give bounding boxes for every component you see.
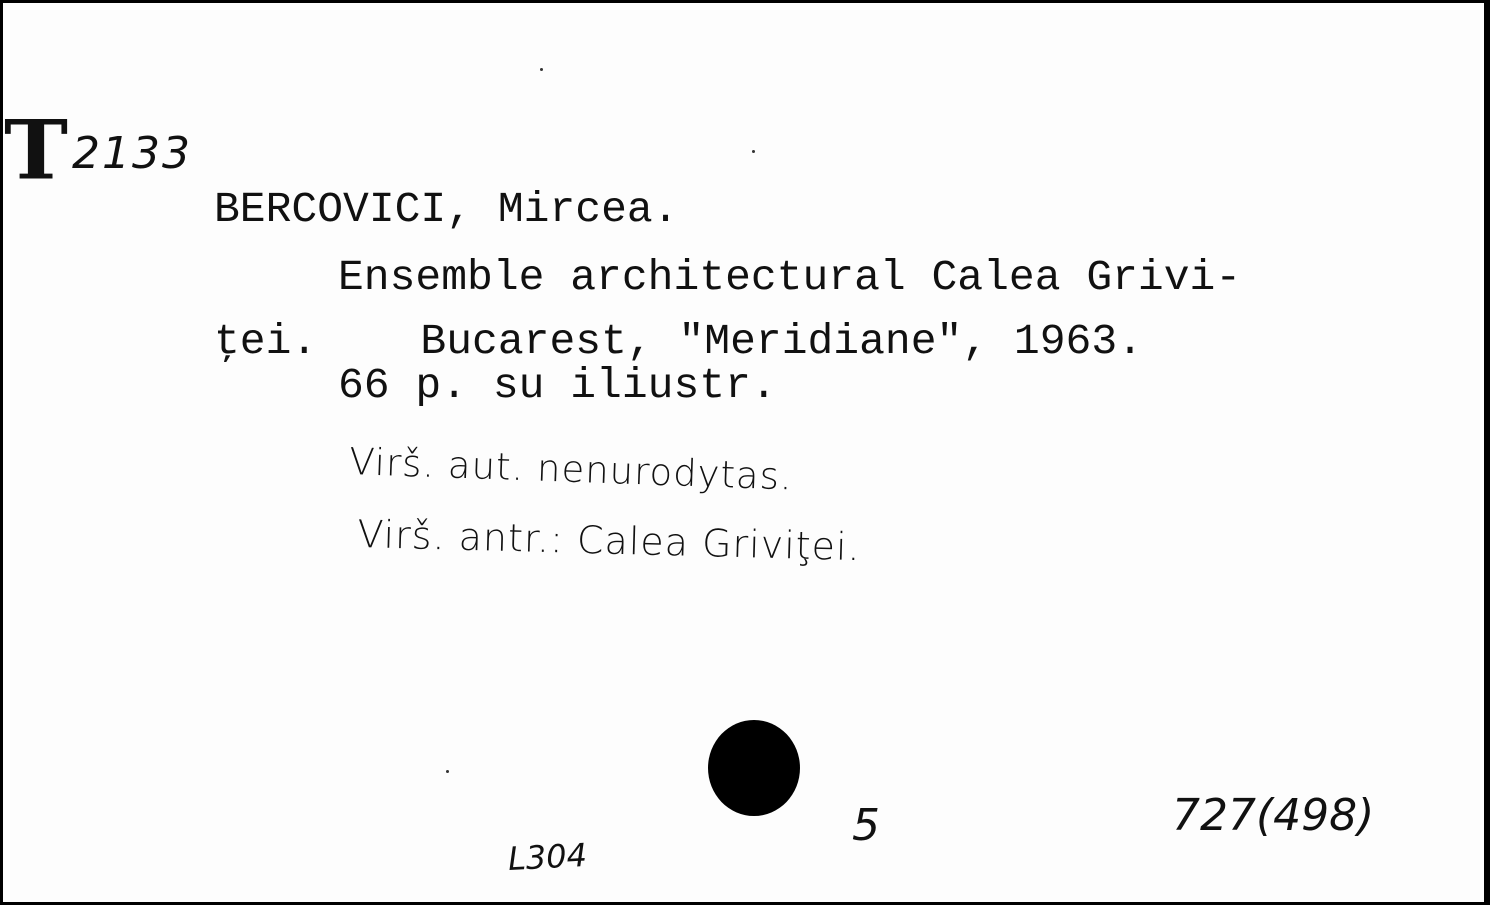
handwritten-note-author: Virš. aut. nenurodytas.: [348, 440, 794, 499]
footer-classification: 727(498): [1172, 790, 1375, 841]
card-edge-right: [1484, 0, 1490, 905]
footer-left-number: L304: [507, 835, 588, 879]
title-line-1: Ensemble architectural Calea Grivi-: [338, 253, 1242, 302]
card-edge-top: [0, 0, 1490, 3]
title-line-2: ţei. Bucarest, "Meridiane", 1963.: [214, 317, 1143, 366]
card-edge-left: [0, 0, 3, 905]
author-heading: BERCOVICI, Mircea.: [214, 185, 679, 234]
handwritten-note-title: Virš. antr.: Calea Griviţei.: [356, 512, 862, 570]
punch-hole: [708, 720, 800, 816]
speck: [540, 68, 543, 71]
speck: [446, 770, 449, 773]
call-number: 2133: [72, 128, 192, 179]
footer-mid-number: 5: [852, 800, 880, 851]
pages-line: 66 p. su iliustr.: [338, 361, 777, 410]
speck: [752, 150, 755, 153]
call-letter: T: [4, 102, 66, 199]
